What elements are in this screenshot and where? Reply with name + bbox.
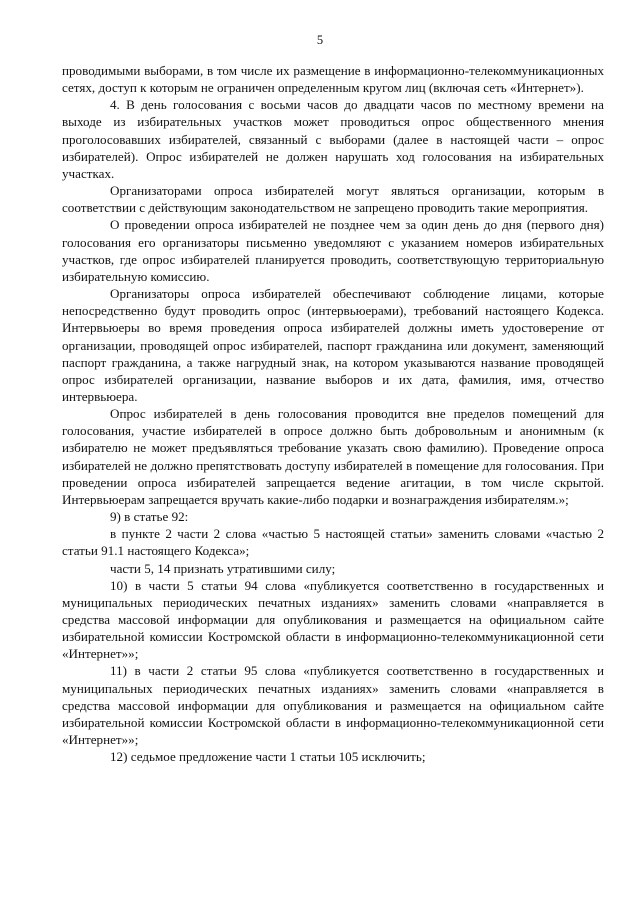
paragraph: 9) в статье 92:: [110, 509, 189, 525]
paragraph: 12) седьмое предложение части 1 статьи 105 исключить;: [110, 749, 426, 765]
paragraph: Опрос избирателей в день голосования проводится вне пределов помещений для голосования, участие избирателей в опросе должно быть добровольным и анонимным (к избирателю не может предъявляться требование указать свою фамилию). Проведение опроса избирателей не должно препятствовать доступу избирателей в помещение для голосования. При проведении опроса избирателей запрещается ведение агитации, в том числе скрытой. Интервьюерам запрещается вручать какие-либо подарки и вознаграждения избирателям.»;: [62, 406, 604, 507]
document-body: [62, 62, 604, 765]
paragraph: проводимыми выборами, в том числе их размещение в информационно-телекоммуникационных сетях, доступ к которым не ограничен определенным кругом лиц (включая сеть «Интернет»).: [62, 63, 604, 96]
paragraph: в пункте 2 части 2 слова «частью 5 настоящей статьи» заменить словами «частью 2 статьи 91.1 настоящего Кодекса»;: [62, 526, 604, 559]
paragraph: О проведении опроса избирателей не позднее чем за один день до дня (первого дня) голосования его организаторы письменно уведомляют с указанием номеров избирательных участков, где опрос избирателей планируется проводить, соответствующую территориальную избирательную комиссию.: [62, 217, 604, 284]
page-number: 5: [316, 33, 324, 47]
paragraph: Организаторы опроса избирателей обеспечивают соблюдение лицами, которые непосредственно будут проводить опрос (интервьюерами), требований настоящего Кодекса. Интервьюеры во время проведения опроса избирателей должны иметь удостоверение от организации, проводящей опрос избирателей, паспорт гражданина или документ, заменяющий паспорт гражданина, а также нагрудный знак, на котором указываются название проводящей опрос избирателей организации, название выборов и их дата, фамилия, имя, отчество интервьюера.: [62, 286, 604, 404]
paragraph: 10) в части 5 статьи 94 слова «публикуется соответственно в государственных и муниципальных периодических печатных изданиях» заменить словами «направляется в средства массовой информации для опубликования и размещается на официальном сайте избирательной комиссии Костромской области в информационно-телекоммуникационной сети «Интернет»»;: [62, 577, 604, 662]
paragraph: 11) в части 2 статьи 95 слова «публикуется соответственно в государственных и муниципальных периодических печатных изданиях» заменить словами «направляется в средства массовой информации для опубликования и размещается на официальном сайте избирательной комиссии Костромской области в информационно-телекоммуникационной сети «Интернет»»;: [62, 663, 604, 748]
paragraph: Организаторами опроса избирателей могут являться организации, которым в соответствии с действующим законодательством не запрещено проводить такие мероприятия.: [62, 183, 604, 216]
paragraph: части 5, 14 признать утратившими силу;: [110, 560, 336, 576]
paragraph: 4. В день голосования с восьми часов до двадцати часов по местному времени на выходе из избирательных участков может проводиться опрос общественного мнения проголосовавших избирателей, связанный с выборами (далее в настоящей части – опрос избирателей). Опрос избирателей не должен нарушать ход голосования на избирательных участках.: [62, 97, 604, 181]
